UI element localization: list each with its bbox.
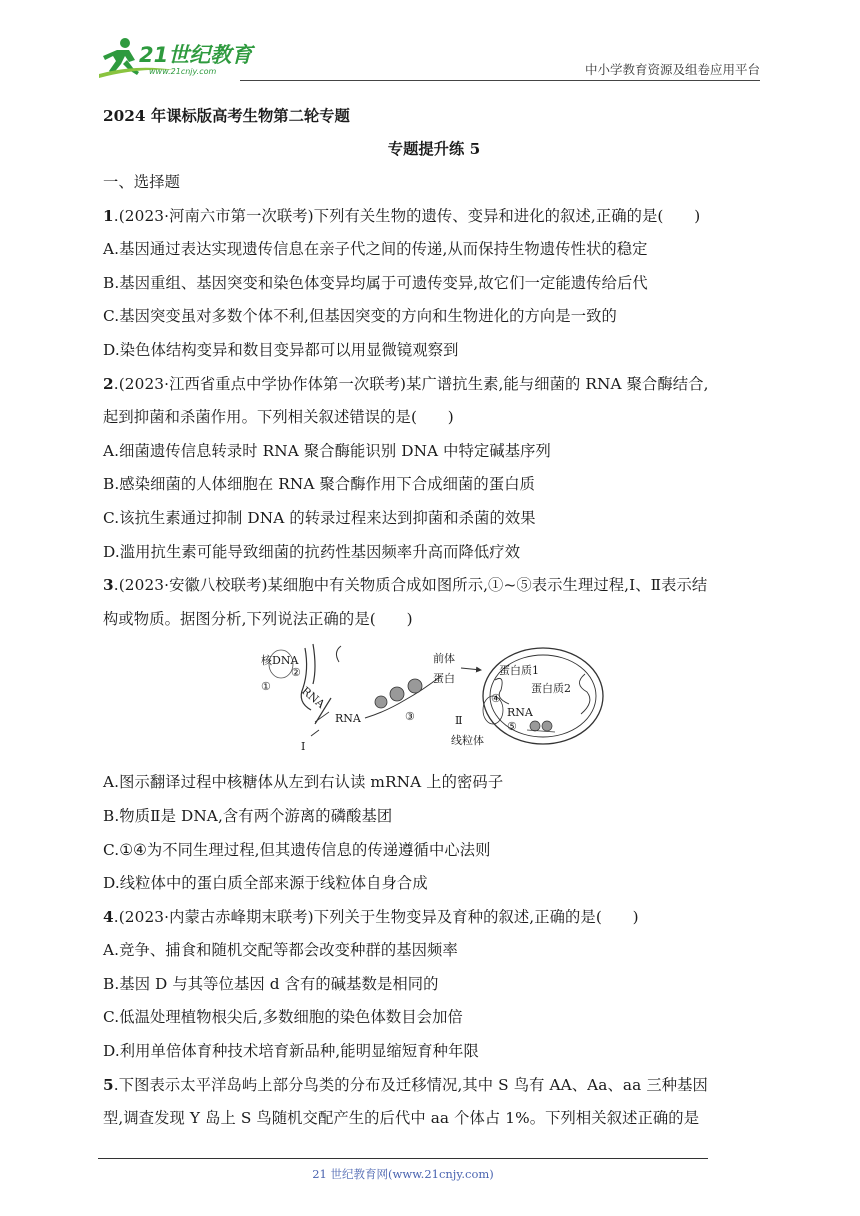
nuclear-membrane-outer: [313, 644, 315, 684]
process-2-label: ②: [291, 666, 301, 679]
section-subtitle: 专题提升练 5: [387, 140, 481, 158]
question-stem: 1.(2023·河南六市第一次联考)下列有关生物的遗传、变异和进化的叙述,正确的是( ): [103, 206, 701, 225]
option-b: B.基因 D 与其等位基因 d 含有的碱基数是相同的: [103, 974, 439, 993]
stem-line: (2023·江西省重点中学协作体第一次联考)某广谱抗生素,能与细菌的 RNA 聚合酶结合,: [118, 374, 709, 393]
process-3-label: ③: [405, 710, 415, 723]
logo-text: 21世纪教育: [139, 43, 253, 67]
question-number: 4: [103, 907, 114, 926]
mitochondrion-outer: [483, 648, 603, 744]
question-4: [103, 901, 765, 1069]
structure-II-label: Ⅱ: [455, 714, 463, 727]
question-1: [103, 200, 765, 368]
question-number: 3: [103, 576, 114, 595]
logo-url: www.21cnjy.com: [149, 67, 217, 76]
option-a: A.细菌遗传信息转录时 RNA 聚合酶能识别 DNA 中特定碱基序列: [103, 441, 551, 460]
option-b: B.物质Ⅱ是 DNA,含有两个游离的磷酸基团: [103, 806, 393, 825]
question-stem: 5.下图表示太平洋岛屿上部分鸟类的分布及迁移情况,其中 S 鸟有 AA、Aa、aa 三种基因: [103, 1075, 708, 1094]
option-b: B.基因重组、基因突变和染色体变异均属于可遗传变异,故它们一定能遗传给后代: [103, 273, 648, 292]
option-d: D.染色体结构变异和数目变异都可以用显微镜观察到: [103, 340, 459, 359]
mito-ribosome: [530, 721, 540, 731]
stem-line: (2023·内蒙古赤峰期末联考)下列关于生物变异及育种的叙述,正确的是( ): [118, 907, 639, 926]
process-5-label: ⑤: [507, 720, 517, 733]
footer-link[interactable]: 21 世纪教育网(www.21cnjy.com): [312, 1167, 494, 1181]
protein1-label: 蛋白质1: [499, 664, 539, 677]
document-title: 2024 年课标版高考生物第二轮专题: [103, 107, 350, 125]
question-number: 1: [103, 206, 114, 225]
option-c: C.低温处理植物根尖后,多数细胞的染色体数目会加倍: [103, 1008, 463, 1027]
option-c: C.①④为不同生理过程,但其遗传信息的传递遵循中心法则: [103, 840, 491, 859]
option-c: C.基因突变虽对多数个体不利,但基因突变的方向和生物进化的方向是一致的: [103, 307, 617, 326]
stem-line: 构或物质。据图分析,下列说法正确的是( ): [103, 609, 413, 628]
stem-line: (2023·河南六市第一次联考)下列有关生物的遗传、变异和进化的叙述,正确的是( ): [118, 206, 701, 225]
mitochondrion-label: 线粒体: [451, 734, 484, 747]
ribosome: [408, 679, 422, 693]
header-divider: [240, 80, 760, 81]
option-d: D.滥用抗生素可能导致细菌的抗药性基因频率升高而降低疗效: [103, 542, 521, 561]
page-footer: [98, 1158, 708, 1182]
option-a: A.竞争、捕食和随机交配等都会改变种群的基因频率: [103, 941, 458, 960]
footer-divider: [98, 1158, 708, 1159]
rna-label: RNA: [335, 712, 361, 725]
protein2-label: 蛋白质2: [531, 682, 571, 695]
ribosome: [375, 696, 387, 708]
mito-ribosome: [542, 721, 552, 731]
logo: [95, 34, 265, 80]
question-number: 2: [103, 374, 114, 393]
option-b: B.感染细菌的人体细胞在 RNA 聚合酶作用下合成细菌的蛋白质: [103, 475, 536, 494]
option-a: A.基因通过表达实现遗传信息在亲子代之间的传递,从而保持生物遗传性状的稳定: [103, 240, 648, 259]
option-d: D.线粒体中的蛋白质全部来源于线粒体自身合成: [103, 874, 428, 893]
mito-rna-label: RNA: [507, 706, 533, 719]
document-body: [103, 100, 765, 1136]
mrna-strand: [336, 646, 341, 662]
precursor-protein-label: 前体: [433, 652, 455, 665]
stem-line: 型,调查发现 Y 岛上 S 鸟随机交配产生的后代中 aa 个体占 1%。下列相关叙述正确的是: [103, 1109, 700, 1128]
site-tagline: 中小学教育资源及组卷应用平台: [584, 62, 760, 77]
protein-synthesis-diagram: [255, 640, 605, 752]
structure-I-label: Ⅰ: [301, 740, 306, 752]
option-d: D.利用单倍体育种技术培育新品种,能明显缩短育种年限: [103, 1042, 479, 1061]
question-stem: 2.(2023·江西省重点中学协作体第一次联考)某广谱抗生素,能与细菌的 RNA 聚合酶结合,: [103, 374, 709, 393]
stem-line: 起到抑菌和杀菌作用。下列相关叙述错误的是( ): [103, 408, 454, 427]
nucleus-dna-label: 核DNA: [261, 654, 299, 667]
ribosome: [390, 687, 404, 701]
option-c: C.该抗生素通过抑制 DNA 的转录过程来达到抑菌和杀菌的效果: [103, 508, 536, 527]
stem-line: (2023·安徽八校联考)某细胞中有关物质合成如图所示,①~⑤表示生理过程,Ⅰ、Ⅱ表示结: [118, 576, 708, 595]
question-stem: 4.(2023·内蒙古赤峰期末联考)下列关于生物变异及育种的叙述,正确的是( ): [103, 907, 639, 926]
section-heading: 一、选择题: [103, 173, 180, 191]
precursor-protein-label-2: 蛋白: [433, 672, 455, 685]
question-2: [103, 368, 765, 570]
question-stem: 3.(2023·安徽八校联考)某细胞中有关物质合成如图所示,①~⑤表示生理过程,Ⅰ、Ⅱ表示结: [103, 576, 708, 595]
question-number: 5: [103, 1075, 114, 1094]
rna-diagonal-label: RNA: [299, 684, 328, 711]
process-4-label: ④: [491, 692, 501, 705]
question-5: [103, 1069, 765, 1136]
process-1-label: ①: [261, 680, 271, 693]
stem-line: 下图表示太平洋岛屿上部分鸟类的分布及迁移情况,其中 S 鸟有 AA、Aa、aa 三种基因: [118, 1075, 708, 1094]
option-a: A.图示翻译过程中核糖体从左到右认读 mRNA 上的密码子: [103, 773, 504, 792]
page-header: [95, 34, 760, 82]
